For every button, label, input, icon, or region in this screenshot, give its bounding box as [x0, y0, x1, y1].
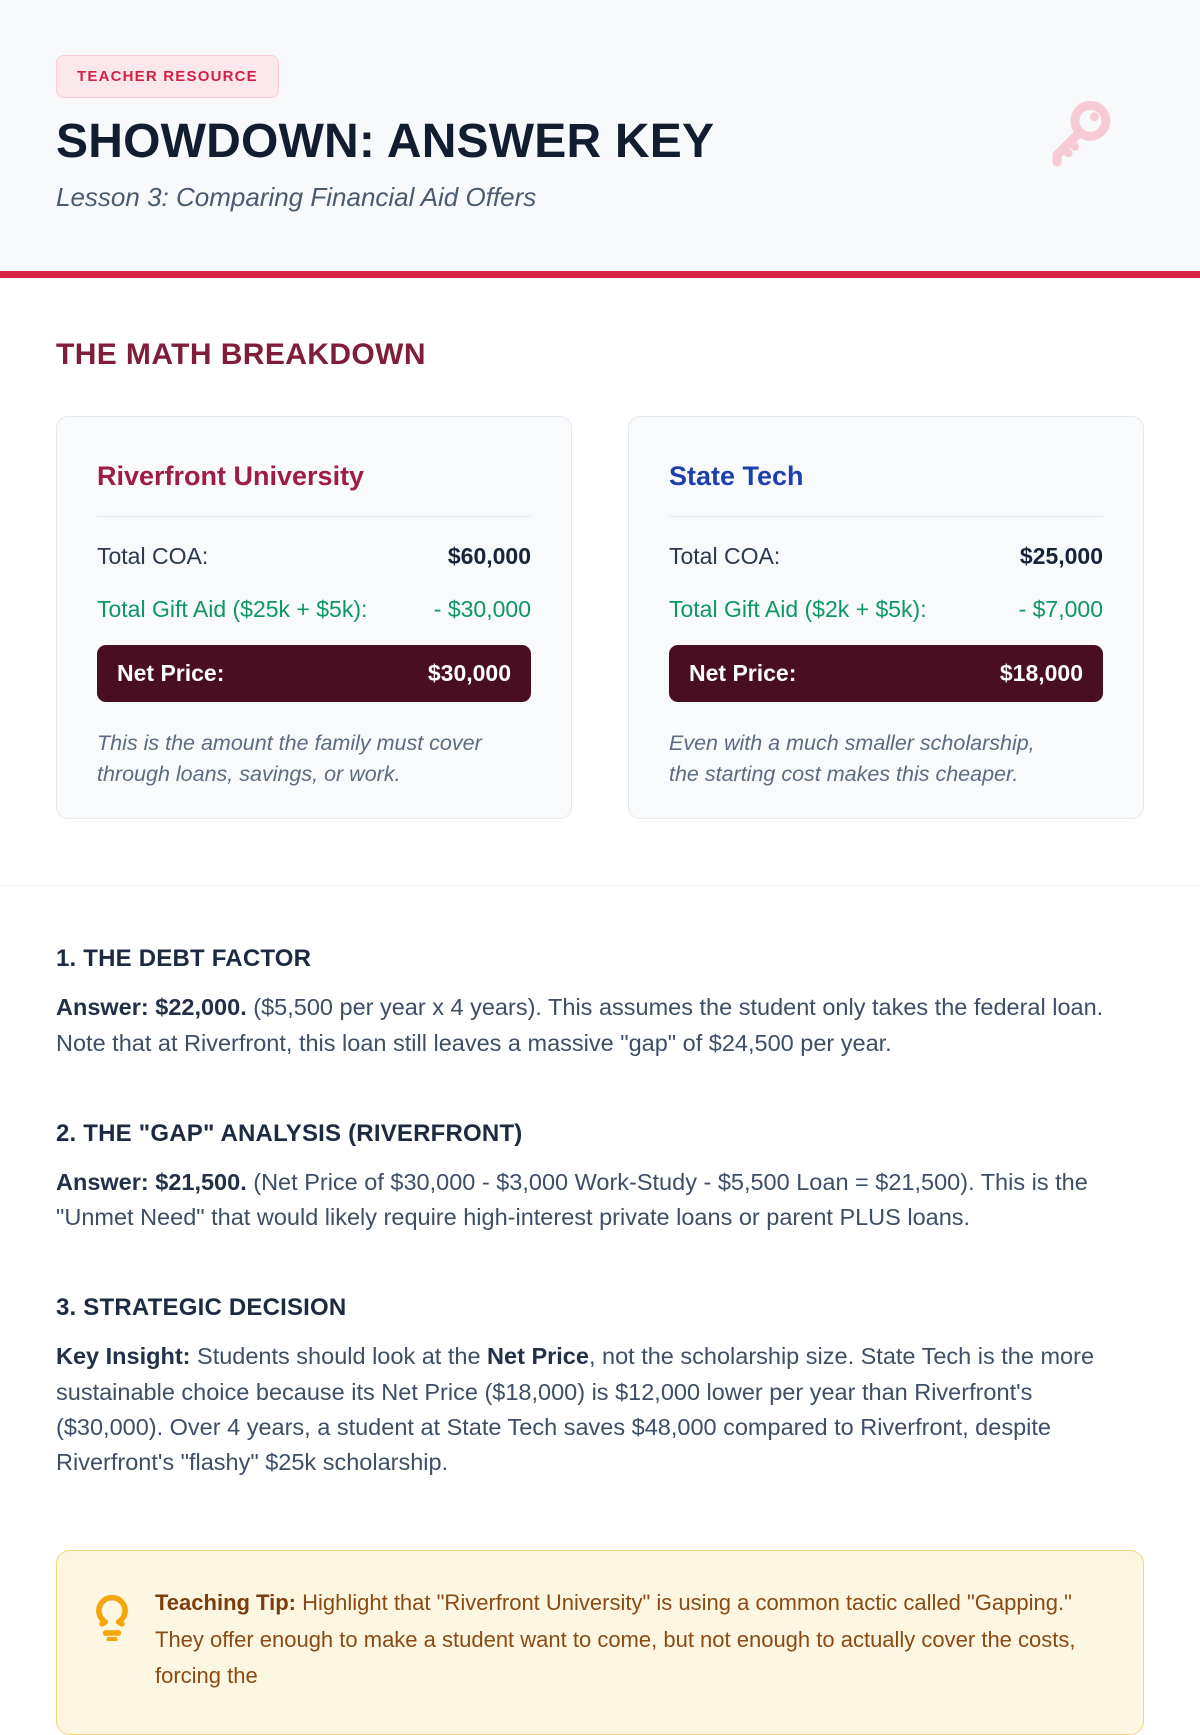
gift-aid-label: Total Gift Aid ($25k + $5k):: [97, 596, 368, 622]
net-price-label: Net Price:: [689, 660, 797, 686]
net-price-value: $18,000: [999, 660, 1083, 686]
qa-answer: Answer: $22,000. ($5,500 per year x 4 years). This assumes the student only takes the federal loan. Note that at Riverfront, this loan still leaves a massive "gap" of $24,500 per year.: [56, 994, 1104, 1056]
gift-aid-value: - $30,000: [433, 596, 531, 622]
card-note: Even with a much smaller scholarship, the starting cost makes this cheaper.: [669, 731, 1035, 787]
coa-value: $25,000: [1019, 543, 1103, 569]
net-price-bar: [97, 645, 531, 702]
qa-heading: 3. STRATEGIC DECISION: [56, 1294, 347, 1322]
page-header: [0, 0, 1200, 278]
qa-heading: 2. THE "GAP" ANALYSIS (RIVERFRONT): [56, 1119, 523, 1147]
lightbulb-icon: [93, 1587, 131, 1641]
answers-section: [0, 945, 1200, 1480]
net-price-value: $30,000: [427, 660, 511, 686]
page-title: SHOWDOWN: ANSWER KEY: [56, 115, 715, 168]
net-price-bar: [669, 645, 1103, 702]
riverfront-card: [56, 416, 572, 819]
key-icon: [1040, 92, 1118, 174]
coa-label: Total COA:: [97, 543, 209, 569]
coa-value: $60,000: [447, 543, 531, 569]
page-subtitle: Lesson 3: Comparing Financial Aid Offers: [56, 182, 537, 212]
college-name: Riverfront University: [97, 461, 531, 517]
college-name: State Tech: [669, 461, 1103, 517]
qa-section-debt-factor: [56, 945, 1144, 1061]
qa-heading: 1. THE DEBT FACTOR: [56, 945, 312, 973]
statetech-card: [628, 416, 1144, 819]
teaching-tip-box: [56, 1550, 1144, 1735]
qa-section-strategic-decision: [56, 1294, 1144, 1480]
net-price-label: Net Price:: [117, 660, 225, 686]
qa-answer: Key Insight: Students should look at the Net Price, not the scholarship size. State Tech is the more sustainable choice because its Net Price ($18,000) is $12,000 lower per year than Riverfront's ($30,000). Over 4 years, a student at State Tech saves $48,000 compared to Riverfront, despite Riverfront's "flashy" $25k scholarship.: [56, 1343, 1095, 1476]
coa-row: [97, 543, 531, 570]
gift-aid-row: [669, 596, 1103, 623]
gift-aid-value: - $7,000: [1018, 596, 1103, 622]
math-breakdown-heading: THE MATH BREAKDOWN: [56, 338, 426, 371]
coa-row: [669, 543, 1103, 570]
qa-section-gap-analysis: [56, 1120, 1144, 1236]
page-body: [0, 338, 1200, 819]
comparison-cards: [56, 416, 1144, 819]
teaching-tip-text: Teaching Tip: Highlight that "Riverfront University" is using a common tactic called "Gapping." They offer enough to make a student want to come, but not enough to actually cover the costs, forcing the: [155, 1590, 1076, 1688]
gift-aid-row: [97, 596, 531, 623]
card-note: This is the amount the family must cover through loans, savings, or work.: [97, 731, 482, 787]
coa-label: Total COA:: [669, 543, 781, 569]
section-divider: [0, 885, 1200, 886]
gift-aid-label: Total Gift Aid ($2k + $5k):: [669, 596, 927, 622]
teacher-resource-badge: TEACHER RESOURCE: [56, 55, 279, 98]
qa-answer: Answer: $21,500. (Net Price of $30,000 - $3,000 Work-Study - $5,500 Loan = $21,500). This is the "Unmet Need" that would likely require high-interest private loans or parent PLUS loans.: [56, 1168, 1088, 1231]
